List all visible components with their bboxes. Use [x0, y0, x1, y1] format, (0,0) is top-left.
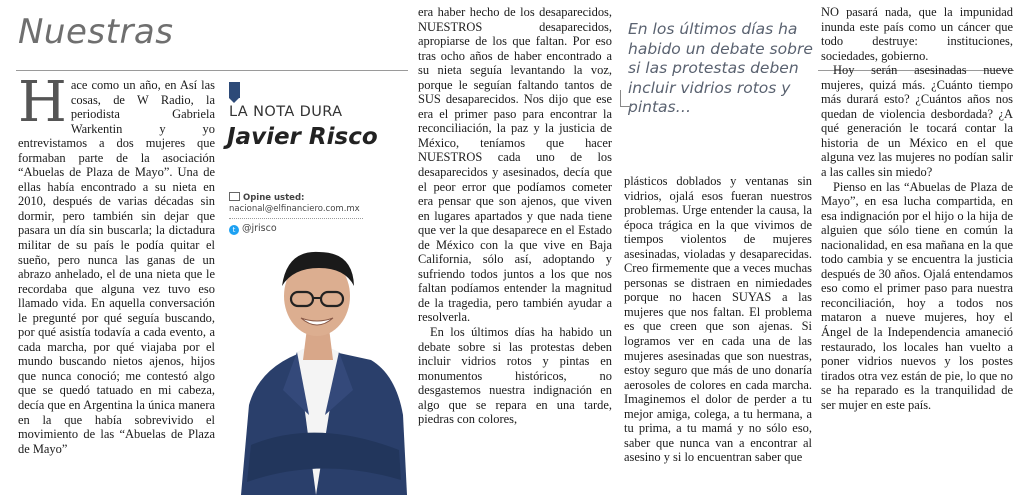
divider: [229, 218, 363, 219]
column-label: LA NOTA DURA: [229, 104, 343, 120]
author-name: Javier Risco: [227, 124, 378, 150]
contact-label: Opine usted:: [229, 192, 304, 203]
article-column-4: [821, 5, 1013, 491]
bookmark-flag-icon: [229, 82, 240, 98]
article-column-3: [624, 174, 812, 491]
twitter-handle[interactable]: t @jrisco: [229, 223, 277, 235]
author-box: [221, 80, 412, 495]
contact-email[interactable]: nacional@elfinanciero.com.mx: [229, 204, 360, 214]
paragraph: era haber hecho de los desaparecidos, NUESTROS desaparecidos, apropiarse de los que faltan. Por eso tras ocho años de haber encontrado a su nieta seguía levantando la voz, porque le seguían faltando tantos de SUS desaparecidos. Nos dijo que ese era el primer paso para encontrar la reconciliación, la paz y la justicia de México, teníamos que hacer NUESTROS cada uno de los desaparecidos y asesinados, decía que el peor error que podíamos cometer era pensar que son ajenos, que viven en lugares apartados y que nada tiene que ver la que desaparece en el Estado de México con la que vive en Baja California, sólo así, adoptando y sufriendo todos juntos a los que nos faltan podíamos entender la magnitud de la tragedia, pero también ayudar a resolverla.: [418, 5, 612, 325]
paragraph: En los últimos días ha habido un debate sobre si las protestas deben incluir vidrios rotos y pintas en monumentos históricos, no desgastemos nuestra indignación en algo que se repara en una tarde, piedras con colores,: [418, 325, 612, 427]
speech-bubble-icon: [229, 192, 240, 201]
article-column-2: [418, 5, 612, 491]
pull-quote-bracket: [620, 90, 631, 107]
article-title: Nuestras: [18, 12, 174, 52]
drop-cap: H: [18, 78, 67, 135]
paragraph: ace como un año, en Así las cosas, de W Radio, la periodista Gabriela Warkentin y yo entrevistamos a dos mujeres que formaban parte de la asociación “Abuelas de Plaza de Mayo”. Una de ellas había encontrado a su nieta en 2010, después de varias décadas sin dormir, pero también sin dejar que pasara un día sin buscarla; la dictadura militar de su país le podía quitar el sueño, pero nunca las ganas de un abrazo anhelado, el de una nieta que le recordaba que alguna vez tuvo eso llamado vida. En aquella conversación le pregunté por qué seguía buscando, por qué asistía todavía a cada evento, a cada marcha, por qué viajaba por el mundo buscando nietos ajenos, hijos que nunca conoció; me contestó algo que se quedó tatuado en mi cabeza, decía que en Argentina la única manera en la que había sobrevivido el movimiento de las “Abuelas de Plaza de Mayo”: [18, 78, 215, 456]
author-photo: [221, 240, 412, 495]
title-rule: [16, 70, 408, 71]
article-column-1: [18, 78, 215, 491]
paragraph: Pienso en las “Abuelas de Plaza de Mayo”, en esa lucha compartida, en esa indignación por el hijo o la hija de alguien que sólo tiene en común la nacionalidad, en esa mañana en la que todo cambia y se encuentra la justicia después de 30 años. Ojalá entendamos eso como el primer paso para nuestra reconciliación, hoy a todos nos mataron a nueve mujeres, hoy el Ángel de la Independencia amaneció restaurado, los locales han vuelto a poner vidrios nuevos y los postes tirados otra vez están de pie, lo que no se ha reparado es la tranquilidad de ser mujer en este país.: [821, 179, 1013, 412]
twitter-icon: t: [229, 225, 239, 235]
paragraph: plásticos doblados y ventanas sin vidrios, ojalá esos fueran nuestros problemas. Urge entender la causa, la época trágica en la que vivimos de tiempos violentos de mujeres asesinadas, violadas y desaparecidas. Creo firmemente que a veces muchas personas se distraen en nimiedades porque no hacen SUYAS a las mujeres que nos faltan. El problema es que creen que son ajenas. Si logramos ver en cada una de las mujeres asesinadas que son nuestras, estoy seguro que más de uno donaría aerosoles de colores en cada marcha. Imaginemos el dolor de perder a tu mejor amiga, colega, a tu hermana, a tu prima, a tu mamá y no sólo eso, saber que nunca van a encontrar al asesino y si lo encuentran saber que: [624, 174, 812, 465]
paragraph: Hoy serán asesinadas nueve mujeres, quizá más. ¿Cuánto tiempo más durará esto? ¿Cuántos años nos quedan de violencia desbordada? ¿A qué generación le tocará contar la historia de un México en el que alguna vez las mujeres no podían salir a las calles sin miedo?: [821, 63, 1013, 180]
paragraph: NO pasará nada, que la impunidad inunda este país como un cáncer que todo destruye: instituciones, sociedades, gobierno.: [821, 5, 1013, 63]
pull-quote: En los últimos días ha habido un debate sobre si las protestas deben incluir vidrios rotos y pintas…: [628, 20, 813, 116]
